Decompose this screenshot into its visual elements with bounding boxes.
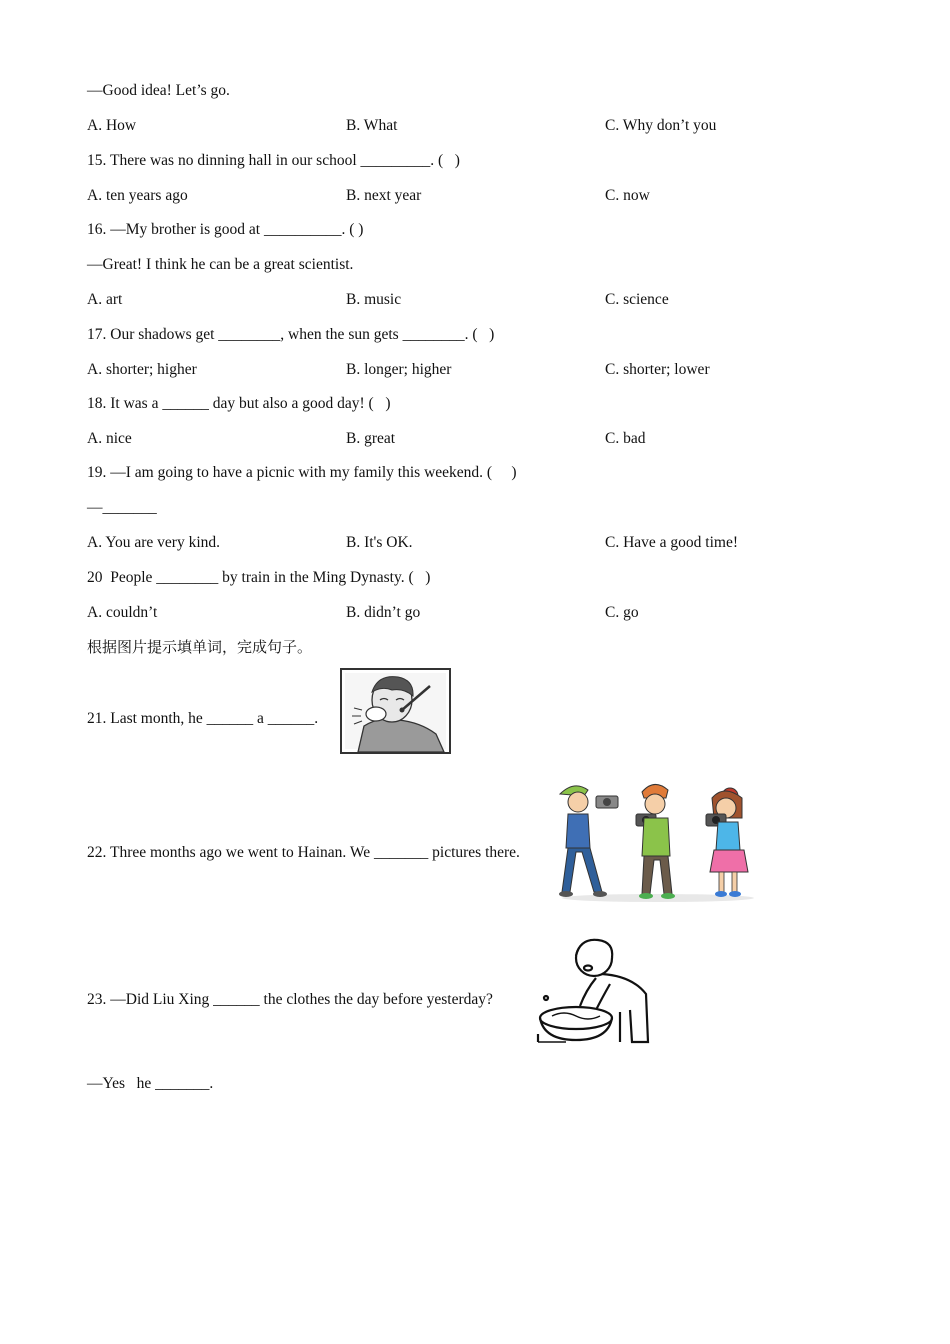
q16-option-a: A. art xyxy=(87,291,123,308)
q15-option-a: A. ten years ago xyxy=(87,187,188,204)
q18-stem: 18. It was a ______ day but also a good day! ( ) xyxy=(87,395,391,412)
q14-option-c: C. Why don’t you xyxy=(605,117,717,134)
q19-option-a: A. You are very kind. xyxy=(87,534,221,551)
q16-option-b: B. music xyxy=(346,291,402,308)
q17-option-b: B. longer; higher xyxy=(346,361,452,378)
q16-option-c: C. science xyxy=(605,291,669,308)
section-instruction: 根据图片提示填单词，完成句子。 xyxy=(87,638,313,656)
sick-boy-thermometer-image xyxy=(340,668,451,754)
q19-option-c: C. Have a good time! xyxy=(605,534,739,551)
q18-option-c: C. bad xyxy=(605,430,646,447)
q16-reply: —Great! I think he can be a great scientist. xyxy=(87,256,354,273)
q20-stem: 20 People ________ by train in the Ming Dynasty. ( ) xyxy=(87,569,431,586)
q14-option-a: A. How xyxy=(87,117,137,134)
q22-stem: 22. Three months ago we went to Hainan. We _______ pictures there. xyxy=(87,844,520,861)
q23-stem: 23. —Did Liu Xing ______ the clothes the day before yesterday? xyxy=(87,991,493,1008)
q15-option-b: B. next year xyxy=(346,187,422,204)
q16-stem: 16. —My brother is good at __________. ( ) xyxy=(87,221,364,238)
q15-option-c: C. now xyxy=(605,187,650,204)
boy-washing-clothes-image xyxy=(536,934,652,1046)
q20-option-b: B. didn’t go xyxy=(346,604,421,621)
q14-answer-line: —Good idea! Let’s go. xyxy=(87,82,230,99)
q19-reply: —_______ xyxy=(87,499,157,516)
q15-stem: 15. There was no dinning hall in our school _________. ( ) xyxy=(87,152,460,169)
q20-option-a: A. couldn’t xyxy=(87,604,158,621)
q23-reply: —Yes he _______. xyxy=(87,1075,214,1092)
q14-option-b: B. What xyxy=(346,117,398,134)
q17-option-c: C. shorter; lower xyxy=(605,361,710,378)
q20-option-c: C. go xyxy=(605,604,639,621)
q18-option-a: A. nice xyxy=(87,430,132,447)
q17-option-a: A. shorter; higher xyxy=(87,361,197,378)
q17-stem: 17. Our shadows get ________, when the sun gets ________. ( ) xyxy=(87,326,495,343)
q19-option-b: B. It's OK. xyxy=(346,534,413,551)
q21-stem: 21. Last month, he ______ a ______. xyxy=(87,710,319,727)
q19-stem: 19. —I am going to have a picnic with my family this weekend. ( ) xyxy=(87,464,517,481)
kids-taking-photos-image xyxy=(556,778,760,904)
q18-option-b: B. great xyxy=(346,430,396,447)
